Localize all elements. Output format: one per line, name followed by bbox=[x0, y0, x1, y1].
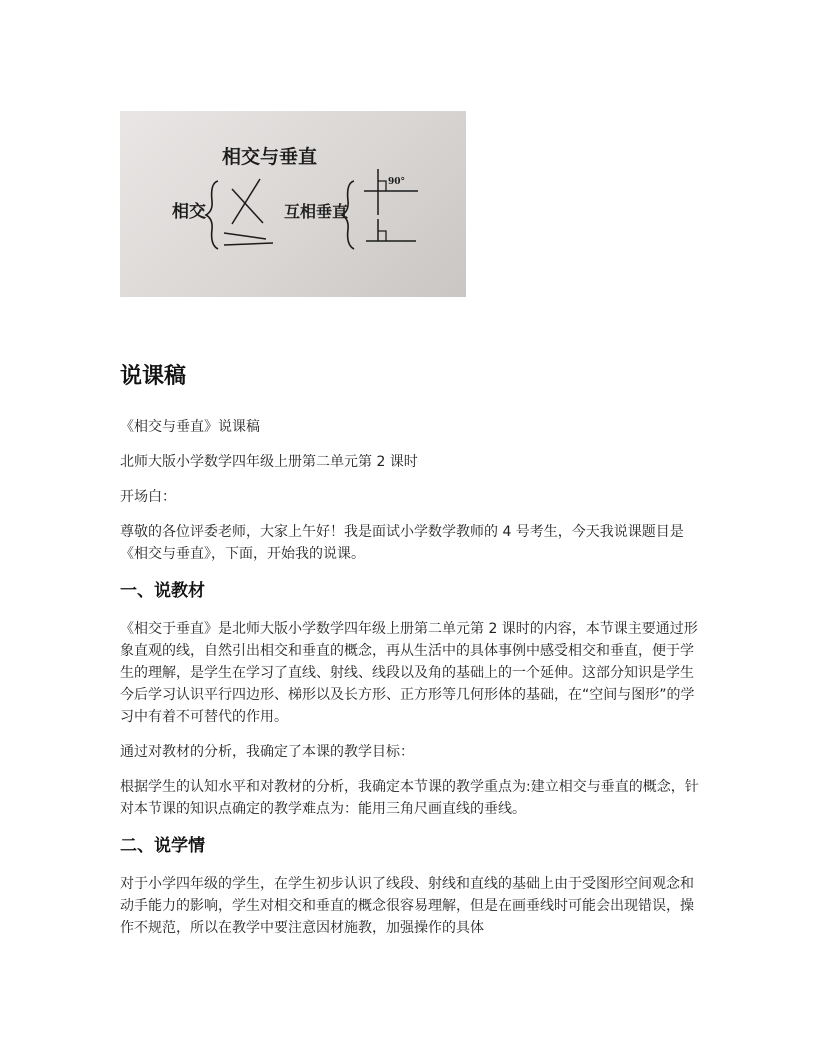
left-brace bbox=[206, 181, 218, 249]
paragraph-goals-intro: 通过对教材的分析，我确定了本课的教学目标： bbox=[120, 744, 414, 760]
label-intersect: 相交 bbox=[172, 202, 206, 222]
diagram-title: 相交与垂直 bbox=[222, 146, 318, 168]
document-body bbox=[120, 360, 700, 952]
paragraph-key-points: 根据学生的认知水平和对教材的分析，我确定本节课的教学重点为:建立相交与垂直的概念，针对本节课的知识点确定的教学难点为：能用三角尺画直线的垂线。 bbox=[120, 779, 699, 817]
paragraph-lesson-title: 《相交与垂直》说课稿 bbox=[120, 419, 260, 435]
angle-label-90: 90° bbox=[388, 177, 406, 187]
right-angle-mark-upper bbox=[378, 181, 386, 191]
paragraph-opening-label: 开场白： bbox=[120, 489, 176, 505]
paragraph-student-analysis: 对于小学四年级的学生，在学生初步认识了线段、射线和直线的基础上由于受图形空间观念和动手能力的影响，学生对相交和垂直的概念很容易理解，但是在画垂线时可能会出现错误，操作不规范，所以在教学中要注意因材施教，加强操作的具体 bbox=[120, 876, 694, 936]
cross-line-2 bbox=[232, 179, 260, 224]
paragraph-textbook-info: 北师大版小学数学四年级上册第二单元第 2 课时 bbox=[120, 454, 418, 470]
section-heading-students: 二、说学情 bbox=[120, 836, 205, 856]
right-angle-mark-lower bbox=[378, 231, 386, 241]
label-perpendicular: 互相垂直 bbox=[284, 202, 349, 221]
paragraph-textbook-analysis: 《相交于垂直》是北师大版小学数学四年级上册第二单元第 2 课时的内容，本节课主要通过形象直观的线，自然引出相交和垂直的概念，再从生活中的具体事例中感受相交和垂直，便于学生的理解，是学生在学习了直线、射线、线段以及角的基础上的一个延伸。这部分知识是学生今后学习认识平行四边形、梯形以及长方形、正方形等几何形体的基础，在“空间与图形”的学习中有着不可替代的作用。 bbox=[120, 621, 698, 725]
section-heading-textbook: 一、说教材 bbox=[120, 581, 205, 601]
converge-line-1 bbox=[224, 233, 266, 239]
converge-line-2 bbox=[224, 243, 273, 245]
page-title: 说课稿 bbox=[120, 364, 187, 389]
handwritten-diagram-photo bbox=[120, 111, 466, 297]
handwritten-diagram bbox=[120, 111, 466, 297]
paragraph-opening: 尊敬的各位评委老师，大家上午好！我是面试小学数学教师的 4 号考生，今天我说课题目是《相交与垂直》，下面，开始我的说课。 bbox=[120, 524, 684, 562]
